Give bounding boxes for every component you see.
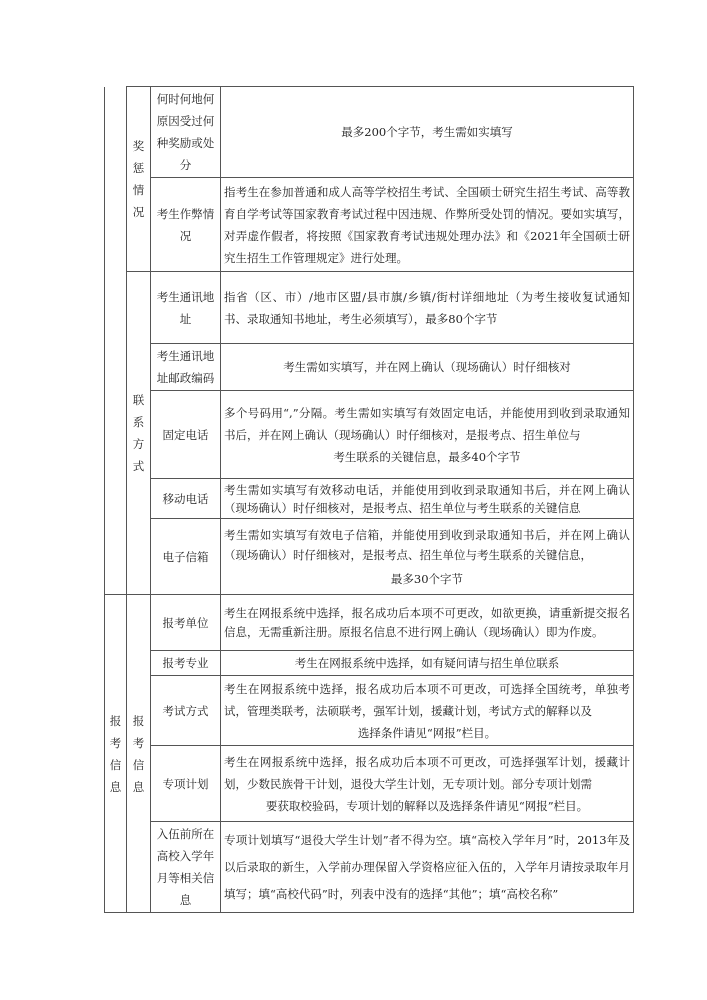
table-row-mobile <box>105 479 634 519</box>
table-row-exam-mode <box>105 676 634 746</box>
unit-desc: 考生在网报系统中选择，报名成功后本项不可更改，如欲更换，请重新提交报名信息，无需重新注册。原报名信息不进行网上确认（现场确认）即为作废。 <box>221 595 634 651</box>
exam-mode-desc-last: 选择条件请见“网报”栏目。 <box>357 725 497 740</box>
major-label: 报考专业 <box>151 651 221 676</box>
email-desc <box>221 519 634 595</box>
mobile-desc: 考生需如实填写有效移动电话，并能使用到收到录取通知书后，并在网上确认（现场确认）时仔细核对，是报考点、招生单位与考生联系的关键信息 <box>221 479 634 519</box>
phone-label: 固定电话 <box>151 391 221 479</box>
enlist-label: 入伍前所在高校入学年月等相关信息 <box>151 822 221 913</box>
email-desc-main: 考生需如实填写有效电子信箱，并能使用到收到录取通知书后，并在网上确认（现场确认）时仔细核对，是报考点、招生单位与考生联系的关键信息， <box>224 527 630 562</box>
table-row-reward-time <box>105 87 634 178</box>
section-apply-outer-label: 报考信息 <box>109 713 122 794</box>
section-contact-label: 联系方式 <box>132 393 145 473</box>
unit-label: 报考单位 <box>151 595 221 651</box>
email-desc-last: 最多30个字节 <box>390 571 464 586</box>
address-label: 考生通讯地址 <box>151 272 221 344</box>
phone-desc-last: 考生联系的关键信息，最多40个字节 <box>333 449 521 464</box>
table-row-major <box>105 651 634 676</box>
phone-desc-main: 多个号码用“,”分隔。考生需如实填写有效固定电话，并能使用到收到录取通知书后，并在网上确认（现场确认）时仔细核对，是报考点、招生单位与 <box>224 405 630 442</box>
reward-time-label: 何时何地何原因受过何种奖励或处分 <box>151 87 221 178</box>
special-desc-last: 要获取校验码，专项计划的解释以及选择条件请见“网报”栏目。 <box>265 798 589 813</box>
section-reward-cell <box>127 87 151 272</box>
table-row-phone <box>105 391 634 479</box>
table-row-unit <box>105 595 634 651</box>
exam-mode-label: 考试方式 <box>151 676 221 746</box>
section-apply-outer-cell <box>105 595 127 913</box>
table-row-special <box>105 746 634 822</box>
section-apply-inner-cell <box>127 595 151 913</box>
postcode-desc: 考生需如实填写，并在网上确认（现场确认）时仔细核对 <box>221 344 634 391</box>
registration-info-table <box>104 86 634 913</box>
enlist-desc: 专项计划填写“退役大学生计划”者不得为空。填“高校入学年月”时，2013年及以后录取的新生，入学前办理保留入学资格应征入伍的，入学年月请按录取年月填写；填“高校代码”时，列表中没有的选择“其他”；填“高校名称” <box>221 822 634 913</box>
table-row-address <box>105 272 634 344</box>
table-row-email <box>105 519 634 595</box>
table-row-enlist <box>105 822 634 913</box>
special-desc-main: 考生在网报系统中选择，报名成功后本项不可更改，可选择强军计划，援藏计划，少数民族骨干计划，退役大学生计划，无专项计划。部分专项计划需 <box>224 754 630 791</box>
section-apply-inner-label: 报考信息 <box>132 713 145 794</box>
table-row-cheat <box>105 178 634 272</box>
table-row-postcode <box>105 344 634 391</box>
email-label: 电子信箱 <box>151 519 221 595</box>
mobile-label: 移动电话 <box>151 479 221 519</box>
major-desc: 考生在网报系统中选择，如有疑问请与招生单位联系 <box>221 651 634 676</box>
exam-mode-desc <box>221 676 634 746</box>
phone-desc <box>221 391 634 479</box>
section-contact-cell <box>127 272 151 595</box>
blank-outer-cell <box>105 87 127 272</box>
address-desc: 指省（区、市）/地市区盟/县市旗/乡镇/街村详细地址（为考生接收复试通知书、录取通知书地址，考生必须填写），最多80个字节 <box>221 272 634 344</box>
cheat-desc: 指考生在参加普通和成人高等学校招生考试、全国硕士研究生招生考试、高等教育自学考试等国家教育考试过程中因违规、作弊所受处罚的情况。要如实填写，对弄虚作假者，将按照《国家教育考试违规处理办法》和《2021年全国硕士研究生招生工作管理规定》进行处理。 <box>221 178 634 272</box>
blank-outer-cell <box>105 272 127 595</box>
reward-time-desc: 最多200个字节，考生需如实填写 <box>221 87 634 178</box>
special-desc <box>221 746 634 822</box>
exam-mode-desc-main: 考生在网报系统中选择，报名成功后本项不可更改，可选择全国统考，单独考试，管理类联考，法硕联考，强军计划，援藏计划，考试方式的解释以及 <box>224 681 630 718</box>
cheat-label: 考生作弊情况 <box>151 178 221 272</box>
special-label: 专项计划 <box>151 746 221 822</box>
postcode-label: 考生通讯地址邮政编码 <box>151 344 221 391</box>
section-reward-label: 奖惩情况 <box>132 139 145 219</box>
